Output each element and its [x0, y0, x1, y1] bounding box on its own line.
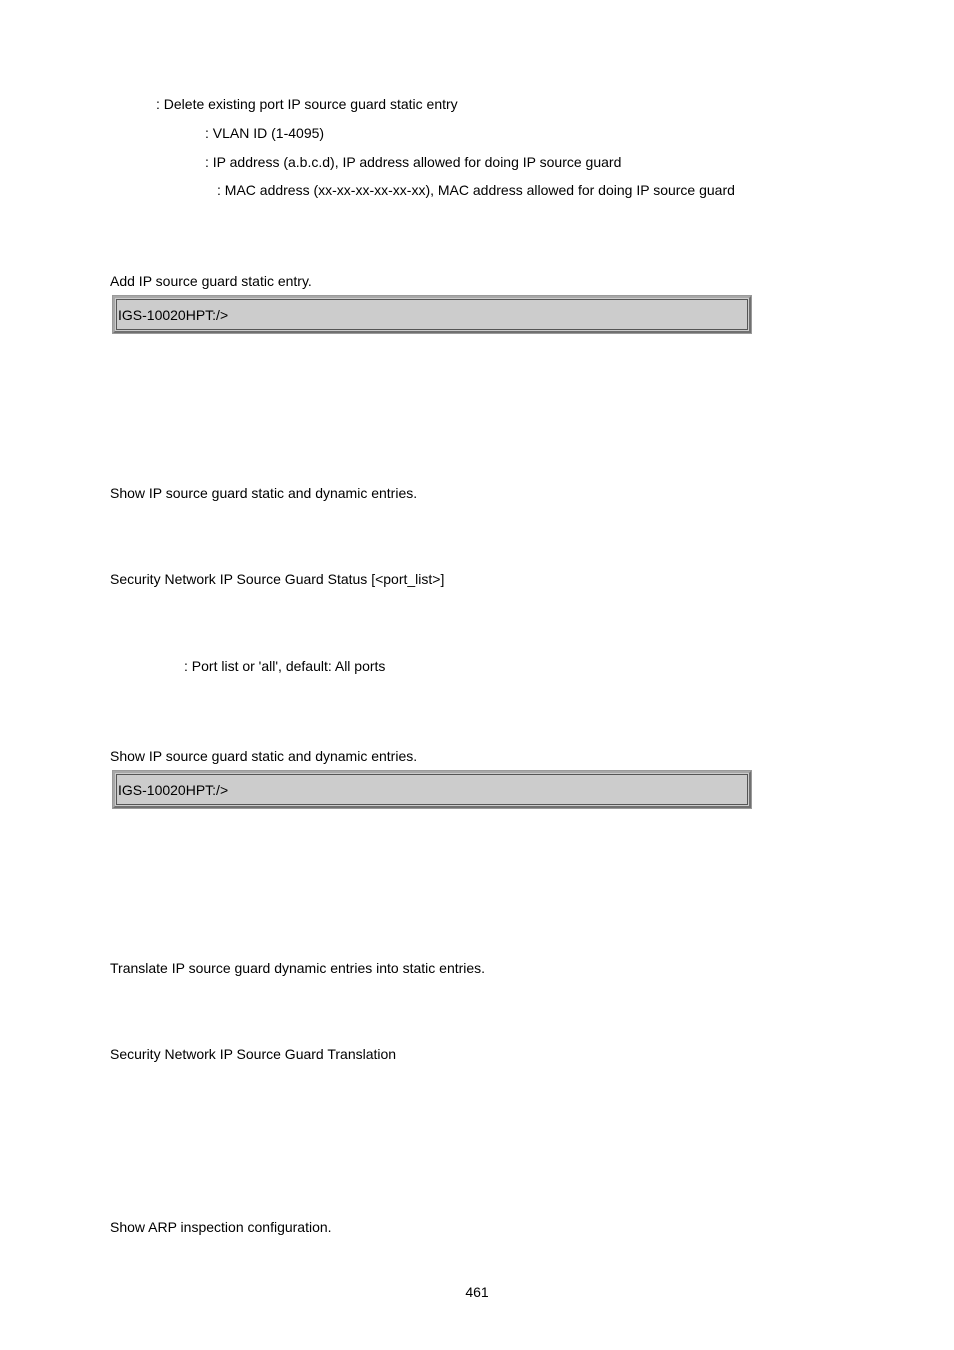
translation-syntax: Security Network IP Source Guard Translation: [110, 1046, 397, 1062]
command-prompt: IGS-10020HPT:/>: [118, 307, 229, 323]
page-number: 461: [465, 1284, 489, 1300]
ip-param-description: : IP address (a.b.c.d), IP address allowed for doing IP source guard: [205, 154, 622, 170]
delete-param-description: : Delete existing port IP source guard static entry: [156, 96, 458, 112]
status-example-command-box: [113, 771, 751, 808]
status-example-description: Show IP source guard static and dynamic entries.: [110, 748, 418, 764]
add-example-command-box: [113, 296, 751, 333]
status-description: Show IP source guard static and dynamic entries.: [110, 485, 418, 501]
mac-param-description: : MAC address (xx-xx-xx-xx-xx-xx), MAC address allowed for doing IP source guard: [217, 182, 735, 198]
add-example-description: Add IP source guard static entry.: [110, 273, 312, 289]
translation-description: Translate IP source guard dynamic entries into static entries.: [110, 960, 486, 976]
port-list-param-description: : Port list or 'all', default: All ports: [184, 658, 386, 674]
status-syntax: Security Network IP Source Guard Status [<port_list>]: [110, 571, 445, 587]
vlan-param-description: : VLAN ID (1-4095): [205, 125, 325, 141]
arp-inspection-description: Show ARP inspection configuration.: [110, 1219, 332, 1235]
command-prompt: IGS-10020HPT:/>: [118, 782, 229, 798]
